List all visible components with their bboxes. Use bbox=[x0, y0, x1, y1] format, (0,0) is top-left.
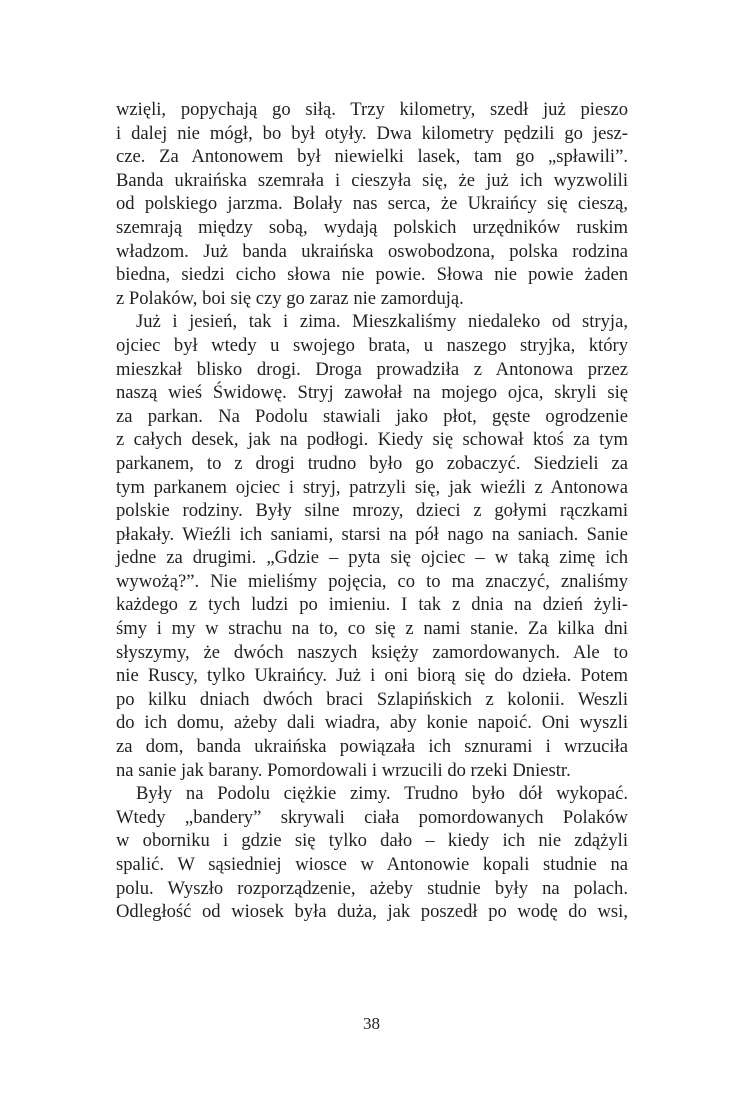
text-line: na sanie jak barany. Pomordowali i wrzucili do rzeki Dniestr. bbox=[116, 759, 571, 781]
text-line: z Polaków, boi się czy go zaraz nie zamordują. bbox=[116, 287, 464, 309]
text-line: za dom, banda ukraińska powiązała ich sznurami i wrzuciła bbox=[116, 736, 628, 758]
text-line: tym parkanem ojciec i stryj, patrzyli się, jak wieźli z Antonowa bbox=[116, 476, 628, 498]
text-line: z całych desek, jak na podłogi. Kiedy się schował ktoś za tym bbox=[116, 429, 628, 451]
paragraph-2 bbox=[116, 310, 628, 782]
text-line: jedne za drugimi. „Gdzie – pyta się ojciec – w taką zimę ich bbox=[116, 547, 628, 569]
text-line: ojciec był wtedy u swojego brata, u naszego stryjka, który bbox=[116, 334, 628, 356]
text-line: wywożą?”. Nie mieliśmy pojęcia, co to ma znaczyć, znaliśmy bbox=[116, 570, 628, 592]
body-text bbox=[116, 98, 628, 924]
text-line: parkanem, to z drogi trudno było go zobaczyć. Siedzieli za bbox=[116, 452, 628, 474]
paragraph-3 bbox=[116, 782, 628, 924]
text-line: Wtedy „bandery” skrywali ciała pomordowanych Polaków bbox=[116, 806, 628, 828]
text-line: Były na Podolu ciężkie zimy. Trudno było dół wykopać. bbox=[136, 783, 628, 805]
text-line: Już i jesień, tak i zima. Mieszkaliśmy niedaleko od stryja, bbox=[136, 311, 628, 333]
text-line: szemrają między sobą, wydają polskich urzędników ruskim bbox=[116, 216, 628, 238]
text-line: spalić. W sąsiedniej wiosce w Antonowie kopali studnie na bbox=[116, 854, 628, 875]
text-line: płakały. Wieźli ich saniami, starsi na pół nago na saniach. Sanie bbox=[116, 523, 628, 545]
text-line: polu. Wyszło rozporządzenie, ażeby studnie były na polach. bbox=[116, 877, 628, 899]
text-line: polskie rodziny. Były silne mrozy, dzieci z gołymi rączkami bbox=[116, 500, 628, 522]
text-line: po kilku dniach dwóch braci Szlapińskich z kolonii. Weszli bbox=[116, 688, 628, 710]
text-line: w oborniku i gdzie się tylko dało – kiedy ich nie zdążyli bbox=[116, 830, 628, 852]
text-line: i dalej nie mógł, bo był otyły. Dwa kilometry pędzili go jesz- bbox=[116, 122, 628, 144]
text-line: cze. Za Antonowem był niewielki lasek, tam go „spławili”. bbox=[116, 146, 628, 168]
text-line: nie Ruscy, tylko Ukraińcy. Już i oni biorą się do dzieła. Potem bbox=[116, 665, 628, 687]
text-line: władzom. Już banda ukraińska oswobodzona, polska rodzina bbox=[116, 240, 628, 262]
text-line: słyszymy, że dwóch naszych księży zamordowanych. Ale to bbox=[116, 641, 628, 663]
text-line: każdego z tych ludzi po imieniu. I tak z dnia na dzień żyli- bbox=[116, 594, 628, 616]
text-line: wzięli, popychają go siłą. Trzy kilometry, szedł już pieszo bbox=[116, 99, 628, 120]
paragraph-1 bbox=[116, 98, 628, 310]
text-line: Banda ukraińska szemrała i cieszyła się, że już ich wyzwolili bbox=[116, 169, 628, 191]
text-line: mieszkał blisko drogi. Droga prowadziła z Antonowa przez bbox=[116, 358, 628, 380]
text-line: od polskiego jarzma. Bolały nas serca, że Ukraińcy się cieszą, bbox=[116, 193, 628, 215]
text-line: śmy i my w strachu na to, co się z nami stanie. Za kilka dni bbox=[116, 618, 628, 640]
text-line: za parkan. Na Podolu stawiali jako płot, gęste ogrodzenie bbox=[116, 405, 628, 427]
text-line: Odległość od wiosek była duża, jak poszedł po wodę do wsi, bbox=[116, 901, 628, 923]
page-number: 38 bbox=[363, 1014, 380, 1033]
text-line: do ich domu, ażeby dali wiadra, aby konie napoić. Oni wyszli bbox=[116, 712, 628, 734]
text-line: naszą wieś Świdowę. Stryj zawołał na mojego ojca, skryli się bbox=[116, 382, 628, 404]
text-line: biedna, siedzi cicho słowa nie powie. Słowa nie powie żaden bbox=[116, 264, 628, 286]
